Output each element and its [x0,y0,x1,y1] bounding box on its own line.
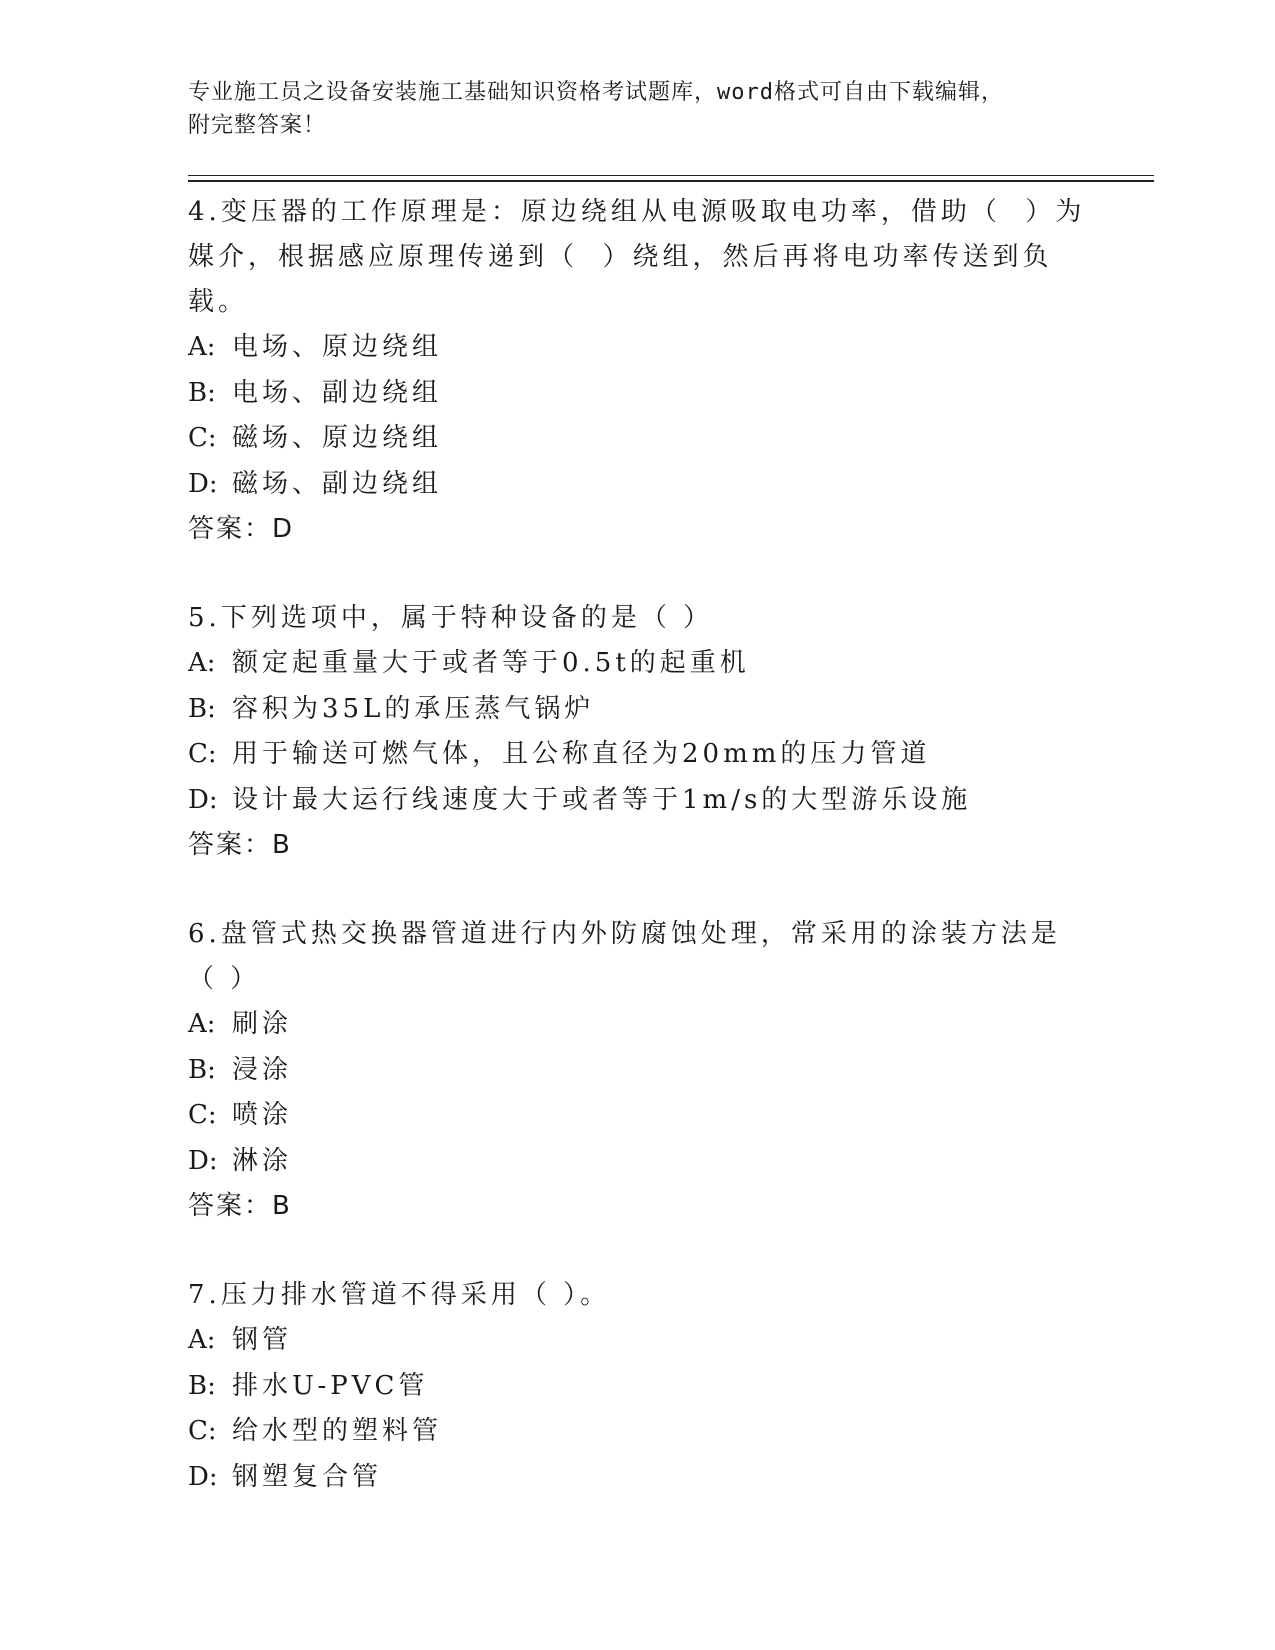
option-letter: D: [188,784,218,815]
question-number: 6. [188,919,221,949]
question-text: 压力排水管道不得采用（ ）。 [220,1280,611,1310]
option-d [188,1455,1088,1501]
answer-line: 答案：B [188,830,292,860]
answer-line: 答案：B [188,1191,292,1221]
option-letter: D: [188,468,218,499]
option-text: 用于输送可燃气体，且公称直径为20mm的压力管道 [232,739,931,769]
option-text: 淋涂 [232,1145,293,1176]
option-b [188,1048,1088,1094]
option-a [188,641,1088,687]
option-d [188,1139,1088,1185]
option-letter: C: [188,1416,217,1446]
question-number: 4. [188,197,221,227]
option-letter: B: [188,377,216,408]
option-letter: B: [188,1370,216,1401]
option-letter: B: [188,1054,216,1085]
header-divider-thin [188,175,1154,176]
option-c [188,732,1088,778]
option-letter: A: [188,648,216,678]
option-text: 浸涂 [232,1054,293,1085]
option-a [188,1318,1088,1364]
option-letter: C: [188,1100,217,1130]
option-text: 设计最大运行线速度大于或者等于1m/s的大型游乐设施 [232,784,972,815]
option-text: 磁场、副边绕组 [232,468,443,499]
question-list [188,190,1088,1544]
option-d [188,462,1088,508]
header-divider-thick [188,180,1154,182]
question-6 [188,912,1088,1229]
question-text: 变压器的工作原理是：原边绕组从电源吸取电功率，借助（ ）为媒介，根据感应原理传递到（ ）绕组，然后再将电功率传送到负载。 [188,197,1086,317]
question-stem [188,190,1088,325]
option-text: 刷涂 [232,1009,293,1039]
option-letter: A: [188,332,216,362]
option-c [188,1409,1088,1455]
option-b [188,1364,1088,1410]
option-letter: C: [188,423,217,453]
question-text: 下列选项中，属于特种设备的是（ ） [220,603,714,633]
option-letter: D: [188,1145,218,1176]
document-header [188,76,1068,142]
option-text: 喷涂 [232,1100,293,1130]
option-letter: A: [188,1325,216,1355]
option-letter: D: [188,1461,218,1492]
option-a [188,325,1088,371]
option-text: 磁场、原边绕组 [232,423,443,453]
option-text: 容积为35L的承压蒸气锅炉 [232,693,595,724]
question-text: 盘管式热交换器管道进行内外防腐蚀处理，常采用的涂装方法是（ ） [188,919,1061,994]
question-stem [188,912,1088,1002]
question-5 [188,596,1088,868]
option-text: 排水U-PVC管 [232,1370,429,1401]
option-d [188,778,1088,824]
answer-line: 答案：D [188,514,295,544]
option-text: 电场、原边绕组 [232,332,443,362]
option-letter: C: [188,739,217,769]
header-line-2: 附完整答案！ [188,113,327,138]
question-number: 5. [188,603,221,633]
option-b [188,371,1088,417]
option-text: 给水型的塑料管 [232,1416,443,1446]
option-text: 钢塑复合管 [232,1461,383,1492]
question-4 [188,190,1088,552]
header-line-1: 专业施工员之设备安装施工基础知识资格考试题库，word格式可自由下载编辑， [188,80,1004,105]
option-text: 电场、副边绕组 [232,377,443,408]
option-letter: A: [188,1009,216,1039]
question-number: 7. [188,1280,221,1310]
question-7 [188,1273,1088,1500]
option-a [188,1002,1088,1048]
option-text: 额定起重量大于或者等于0.5t的起重机 [232,648,750,678]
option-letter: B: [188,693,216,724]
question-stem [188,596,1088,641]
option-b [188,687,1088,733]
question-stem [188,1273,1088,1318]
option-c [188,416,1088,462]
option-text: 钢管 [232,1325,293,1355]
option-c [188,1093,1088,1139]
